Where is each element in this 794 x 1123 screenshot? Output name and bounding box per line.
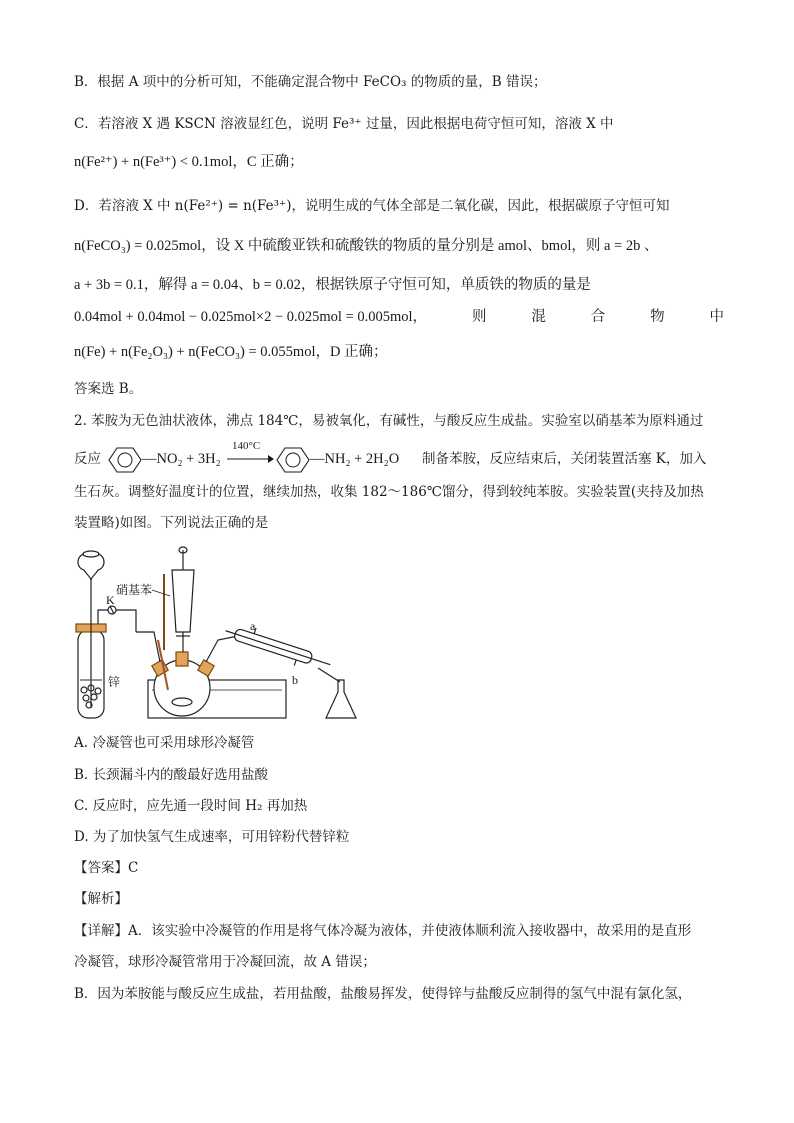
d4-word: 合	[590, 309, 606, 325]
reaction-reactants: —NO₂ + 3H₂	[142, 451, 221, 467]
d4-word: 则	[471, 309, 487, 325]
prev-option-c-line2: n(Fe²⁺) + n(Fe³⁺) < 0.1mol，C 正确；	[74, 154, 304, 170]
question2-line4: 装置略)如图。下列说法正确的是	[74, 515, 269, 531]
question2-reaction-line	[74, 442, 724, 476]
prev-option-d-line5: n(Fe) + n(Fe₂O₃) + n(FeCO₃) = 0.055mol，D 正确；	[74, 344, 388, 360]
option-c: C. 反应时，应先通一段时间 H₂ 再加热	[74, 798, 308, 814]
prev-option-d-line3: a + 3b = 0.1，解得 a = 0.04、b = 0.02，根据铁原子守恒可知，单质铁的物质的量是	[74, 277, 591, 293]
reaction-prefix: 反应	[74, 451, 101, 467]
label-zinc: 锌	[108, 675, 121, 689]
prev-option-d-line1: D．若溶液 X 中 n(Fe²⁺) = n(Fe³⁺)，说明生成的气体全部是二氧化碳，因此，根据碳原子守恒可知	[74, 198, 670, 214]
reaction-arrow-icon	[226, 454, 274, 464]
question2-line1: 2. 苯胺为无色油状液体，沸点 184℃，易被氧化，有碱性，与酸反应生成盐。实验室以硝基苯为原料通过	[74, 413, 704, 429]
option-a: A. 冷凝管也可采用球形冷凝管	[74, 735, 255, 751]
straight-condenser	[222, 619, 334, 676]
detail-line3: B．因为苯胺能与酸反应生成盐，若用盐酸，盐酸易挥发，使得锌与盐酸反应制得的氢气中混有氯化氢，	[74, 986, 692, 1002]
reaction-products: —NH₂ + 2H₂O	[310, 451, 400, 467]
benzene-ring-icon	[108, 446, 142, 474]
label-port-a: a	[250, 619, 256, 633]
prev-option-b: B．根据 A 项中的分析可知，不能确定混合物中 FeCO₃ 的物质的量，B 错误；	[74, 74, 547, 90]
label-valve-k: K	[106, 593, 115, 607]
reaction-condition: 140°C	[232, 440, 261, 452]
prev-option-d-line2: n(FeCO₃) = 0.025mol，设 X 中硫酸亚铁和硫酸铁的物质的量分别是 amol、bmol，则 a = 2b 、	[74, 238, 659, 254]
answer-label: 【答案】C	[74, 860, 139, 876]
benzene-ring-icon	[276, 446, 310, 474]
label-nitrobenzene: 硝基苯	[116, 583, 153, 597]
detail-line1: 【详解】A．该实验中冷凝管的作用是将气体冷凝为液体，并使液体顺利流入接收器中，故采用的是直形	[74, 923, 692, 939]
detail-line2: 冷凝管，球形冷凝管常用于冷凝回流，故 A 错误；	[74, 954, 376, 970]
label-port-b: b	[292, 673, 298, 687]
d4-word: 混	[531, 309, 546, 325]
reaction-suffix: 制备苯胺，反应结束后，关闭装置活塞 K，加入	[422, 451, 707, 467]
dropping-funnel	[172, 570, 194, 632]
option-d: D. 为了加快氢气生成速率，可用锌粉代替锌粒	[74, 829, 350, 845]
d4-word: 中	[709, 309, 724, 325]
d4-equation: 0.04mol + 0.04mol − 0.025mol×2 − 0.025mol = 0.005mol，	[74, 309, 428, 325]
prev-answer: 答案选 B。	[74, 381, 143, 397]
prev-option-c-line1: C．若溶液 X 遇 KSCN 溶液显红色，说明 Fe³⁺ 过量，因此根据电荷守恒可知，溶液 X 中	[74, 116, 614, 132]
d4-word: 物	[650, 309, 665, 325]
prev-option-d-line4	[74, 307, 724, 327]
receiving-flask	[326, 680, 356, 718]
option-b: B. 长颈漏斗内的酸最好选用盐酸	[74, 767, 269, 783]
apparatus-diagram	[72, 540, 362, 725]
analysis-label: 【解析】	[74, 891, 128, 907]
question2-line3: 生石灰。调整好温度计的位置，继续加热，收集 182～186℃馏分，得到较纯苯胺。实验装置(夹持及加热	[74, 484, 704, 500]
